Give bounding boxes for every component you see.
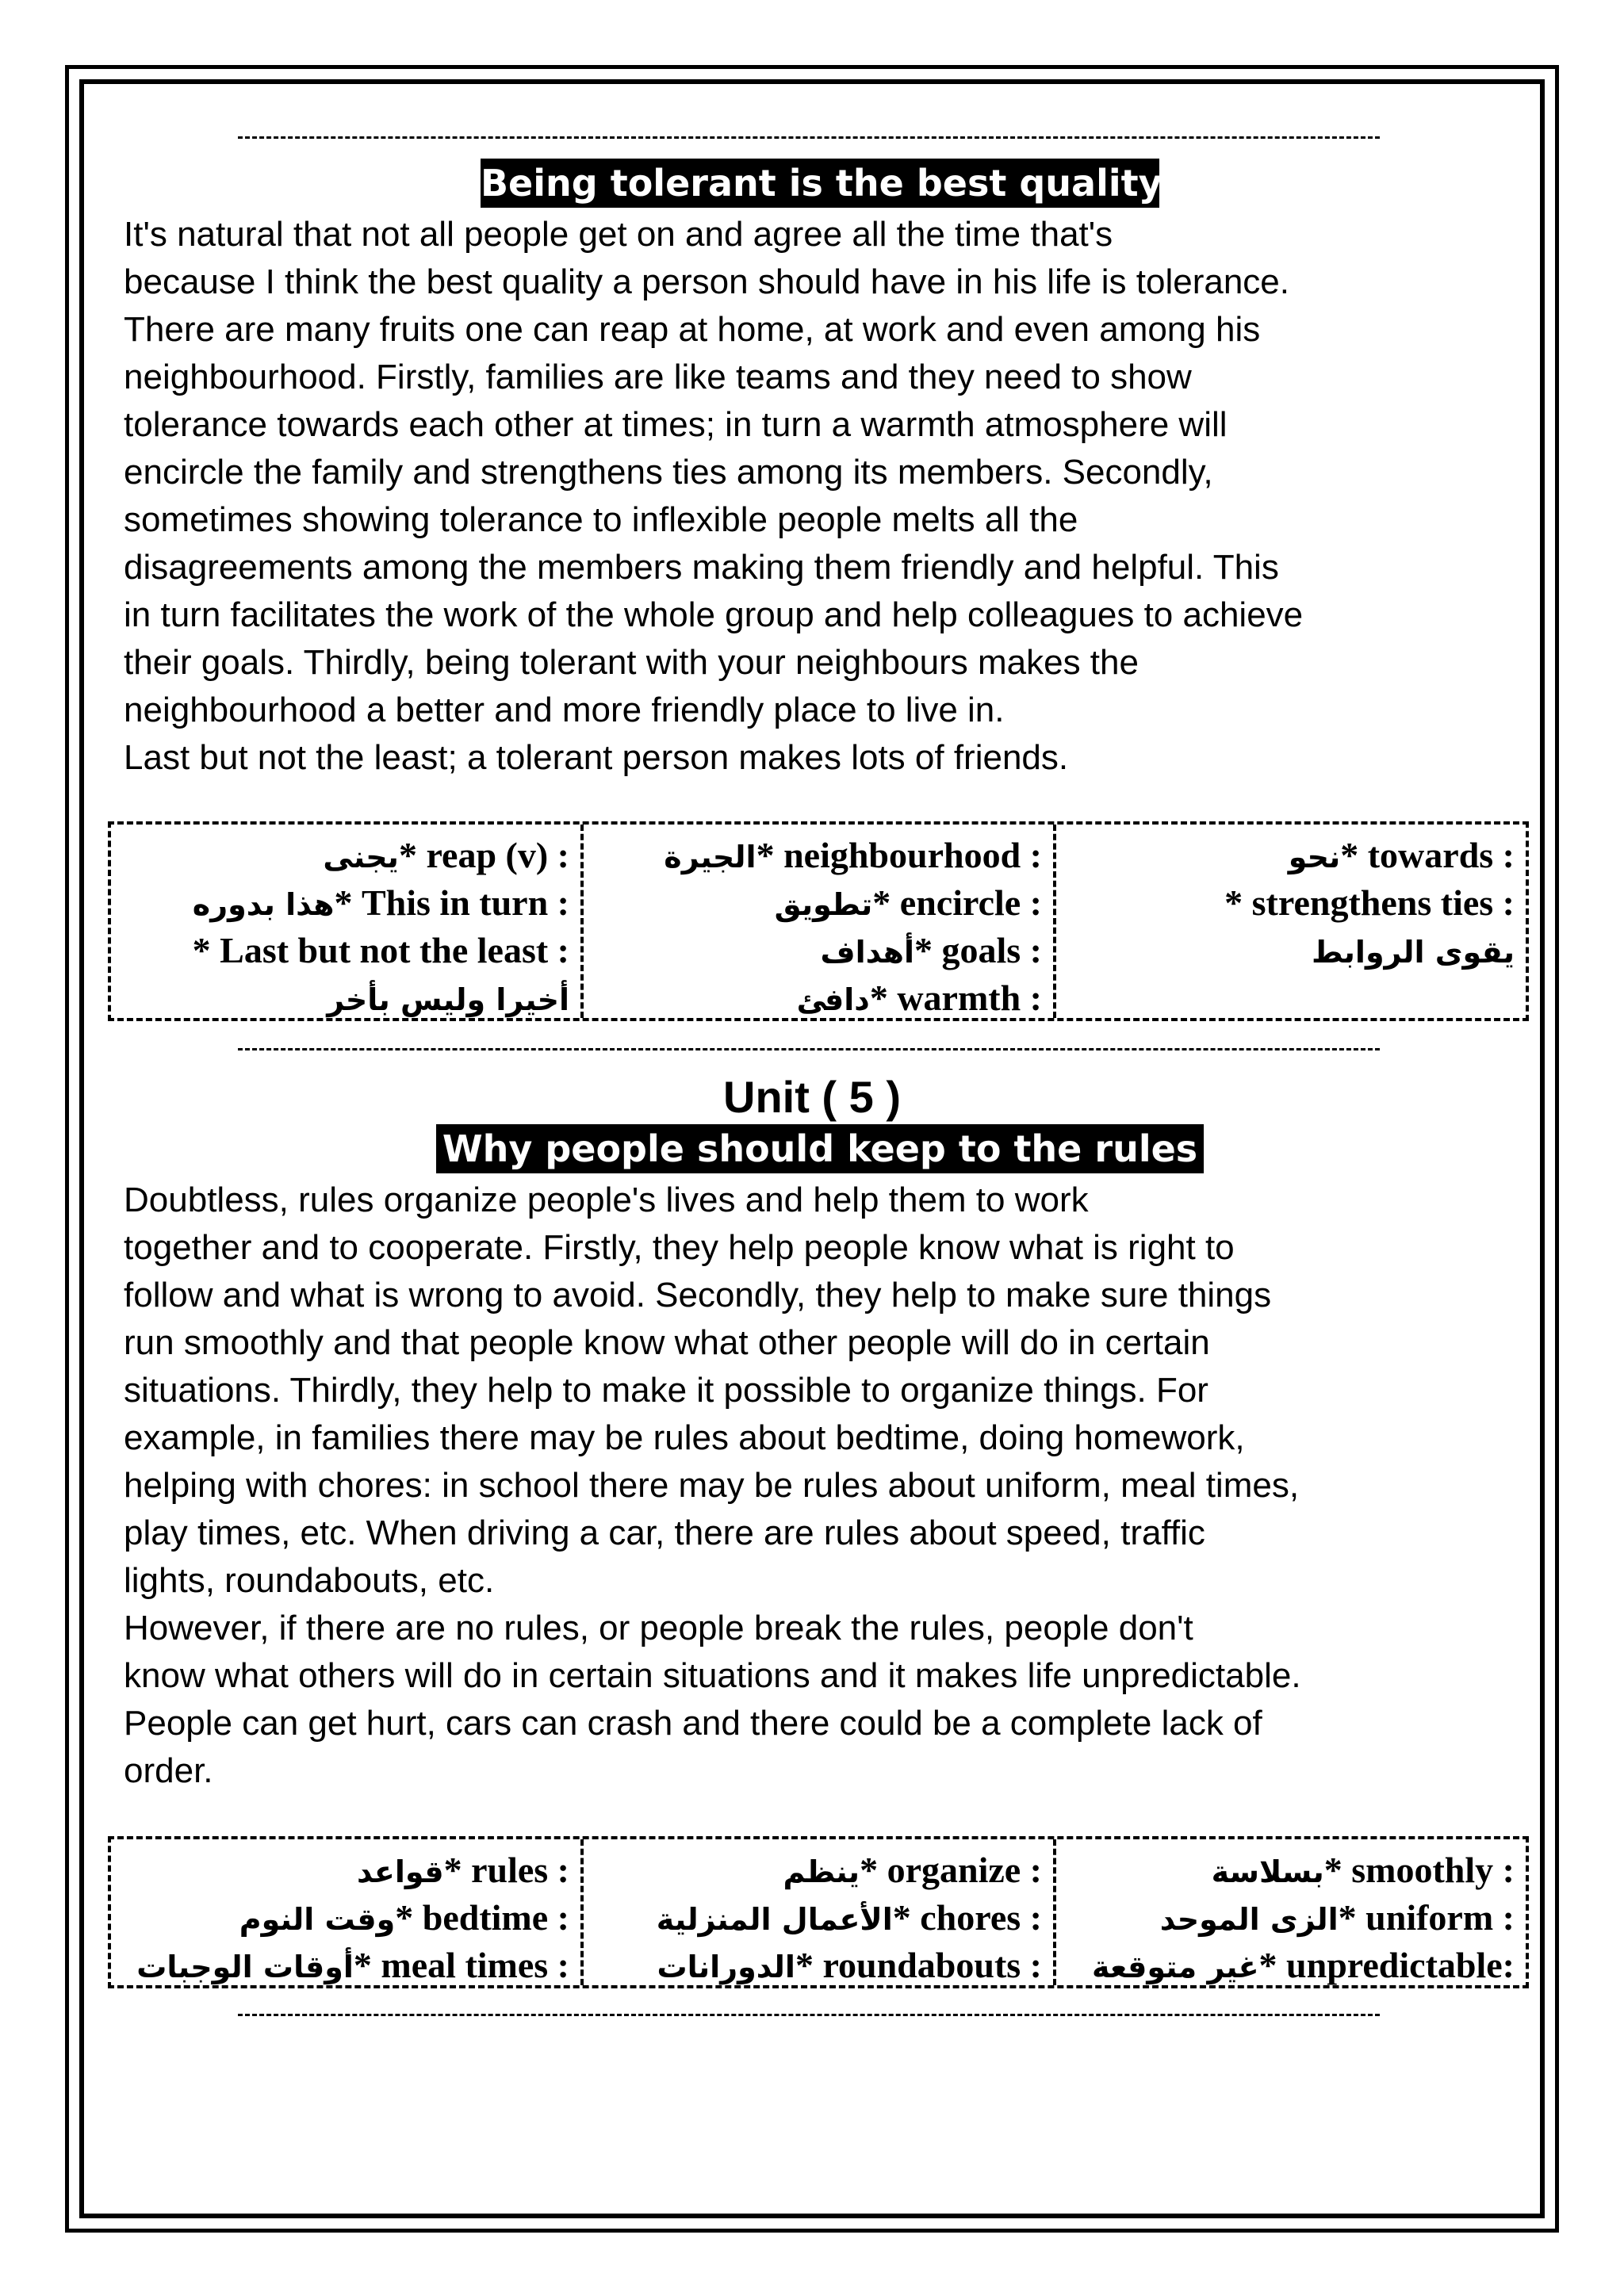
vocab-english: * goals : [914,930,1042,970]
vocab-column [580,825,1053,1018]
vocab-english: * bedtime : [395,1897,569,1938]
vocab-entry [595,1847,1042,1895]
vocab-column [1053,1839,1526,1985]
paragraph-line: neighbourhood. Firstly, families are like teams and they need to show [124,358,1192,396]
vocabulary-table [108,1836,1529,1988]
paragraph-line: neighbourhood a better and more friendly place to live in. [124,691,1005,729]
vocab-entry [1067,975,1515,1021]
vocab-entry [595,928,1042,975]
paragraph-line: together and to cooperate. Firstly, they help people know what is right to [124,1228,1235,1267]
vocab-entry [595,880,1042,928]
vocab-entry [1067,1847,1515,1895]
paragraph-line: because I think the best quality a person should have in his life is tolerance. [124,262,1290,301]
paragraph-line: There are many fruits one can reap at home, at work and even among his [124,310,1261,349]
vocab-arabic: أوقات الوجبات [136,1950,354,1984]
vocabulary-table [108,821,1529,1021]
separator-line [238,1048,1380,1050]
paragraph-line: in turn facilitates the work of the whole group and help colleagues to achieve [124,595,1304,634]
vocab-arabic: وقت النوم [239,1902,396,1937]
vocab-english: * uniform : [1338,1897,1515,1938]
unit-title: Unit ( 5 ) [723,1072,901,1122]
vocab-arabic: أخيرا وليس بأخر [327,982,569,1017]
vocab-arabic: غير متوقعة [1091,1950,1259,1984]
paragraph-line: follow and what is wrong to avoid. Secondly, they help to make sure things [124,1276,1272,1314]
vocab-entry [122,1942,569,1990]
section-heading: Why people should keep to the rules [436,1124,1204,1173]
vocab-english: * strengthens ties : [1224,882,1515,923]
vocab-arabic: يجنى [323,840,399,874]
separator-line [238,136,1380,139]
vocab-arabic: الأعمال المنزلية [656,1902,893,1937]
paragraph-line: disagreements among the members making them friendly and helpful. This [124,548,1279,587]
vocab-arabic: قواعد [356,1854,444,1889]
essay-paragraph [124,211,1519,782]
paragraph-line: However, if there are no rules, or people break the rules, people don't [124,1609,1193,1647]
vocab-arabic: ينظم [783,1854,860,1889]
vocab-column [580,1839,1053,1985]
vocab-english: * meal times : [353,1945,569,1985]
section-heading: Being tolerant is the best quality [481,159,1159,208]
paragraph-line: situations. Thirdly, they help to make it possible to organize things. For [124,1371,1208,1410]
vocab-entry [595,1942,1042,1990]
paragraph-line: sometimes showing tolerance to inflexible people melts all the [124,500,1078,539]
vocab-english: * organize : [860,1850,1042,1890]
vocab-entry [122,928,569,975]
paragraph-line: example, in families there may be rules about bedtime, doing homework, [124,1418,1245,1457]
paragraph-line: tolerance towards each other at times; in turn a warmth atmosphere will [124,405,1228,444]
paragraph-line: play times, etc. When driving a car, there are rules about speed, traffic [124,1513,1205,1552]
paragraph-line: Doubtless, rules organize people's lives and help them to work [124,1181,1089,1219]
vocab-arabic: نحو [1288,840,1341,874]
vocab-entry [595,1895,1042,1942]
vocab-column [111,1839,580,1985]
separator-line [238,2014,1380,2016]
vocab-english: * neighbourhood : [756,835,1042,875]
vocab-arabic: دافئ [796,982,870,1017]
vocab-arabic: الدورانات [657,1950,795,1984]
vocab-english: * reap (v) : [398,835,569,875]
vocab-entry [122,832,569,880]
vocab-entry [1067,1895,1515,1942]
paragraph-line: their goals. Thirdly, being tolerant with your neighbours makes the [124,643,1139,682]
vocab-column [1053,825,1526,1018]
vocab-arabic: بسلاسة [1211,1854,1324,1889]
vocab-arabic: الزى الموحد [1159,1902,1339,1937]
vocab-arabic: هذا بدوره [192,887,335,922]
vocab-column [111,825,580,1018]
vocab-english: * encircle : [872,882,1042,923]
vocab-entry [1067,928,1515,975]
paragraph-line: helping with chores: in school there may be rules about uniform, meal times, [124,1466,1300,1505]
vocab-english: * unpredictable: [1258,1945,1515,1985]
vocab-entry [595,975,1042,1023]
vocab-arabic: يقوى الروابط [1311,935,1515,970]
vocab-entry [122,975,569,1023]
vocab-english: * roundabouts : [795,1945,1042,1985]
vocab-arabic: أهداف [820,935,914,970]
paragraph-line: order. [124,1751,213,1790]
vocab-entry [122,1847,569,1895]
vocab-english: * towards : [1340,835,1515,875]
paragraph-line: encircle the family and strengthens ties among its members. Secondly, [124,453,1213,492]
vocab-entry [1067,880,1515,928]
paragraph-line: It's natural that not all people get on and agree all the time that's [124,215,1113,254]
vocab-english: * Last but not the least : [192,930,569,970]
paragraph-line: run smoothly and that people know what other people will do in certain [124,1323,1210,1362]
vocab-arabic: الجيرة [664,840,756,874]
vocab-entry [122,880,569,928]
essay-paragraph [124,1177,1519,1795]
vocab-entry [595,832,1042,880]
vocab-arabic: تطويق [774,887,873,922]
vocab-english: * warmth : [869,978,1042,1018]
paragraph-line: lights, roundabouts, etc. [124,1561,495,1600]
vocab-entry [122,1895,569,1942]
vocab-entry [1067,832,1515,880]
vocab-english: * chores : [892,1897,1042,1938]
paragraph-line: People can get hurt, cars can crash and there could be a complete lack of [124,1704,1262,1743]
vocab-entry [1067,1942,1515,1990]
paragraph-line: Last but not the least; a tolerant person makes lots of friends. [124,738,1069,777]
paragraph-line: know what others will do in certain situations and it makes life unpredictable. [124,1656,1301,1695]
vocab-english: * rules : [443,1850,569,1890]
vocab-english: * This in turn : [334,882,569,923]
vocab-english: * smoothly : [1323,1850,1515,1890]
